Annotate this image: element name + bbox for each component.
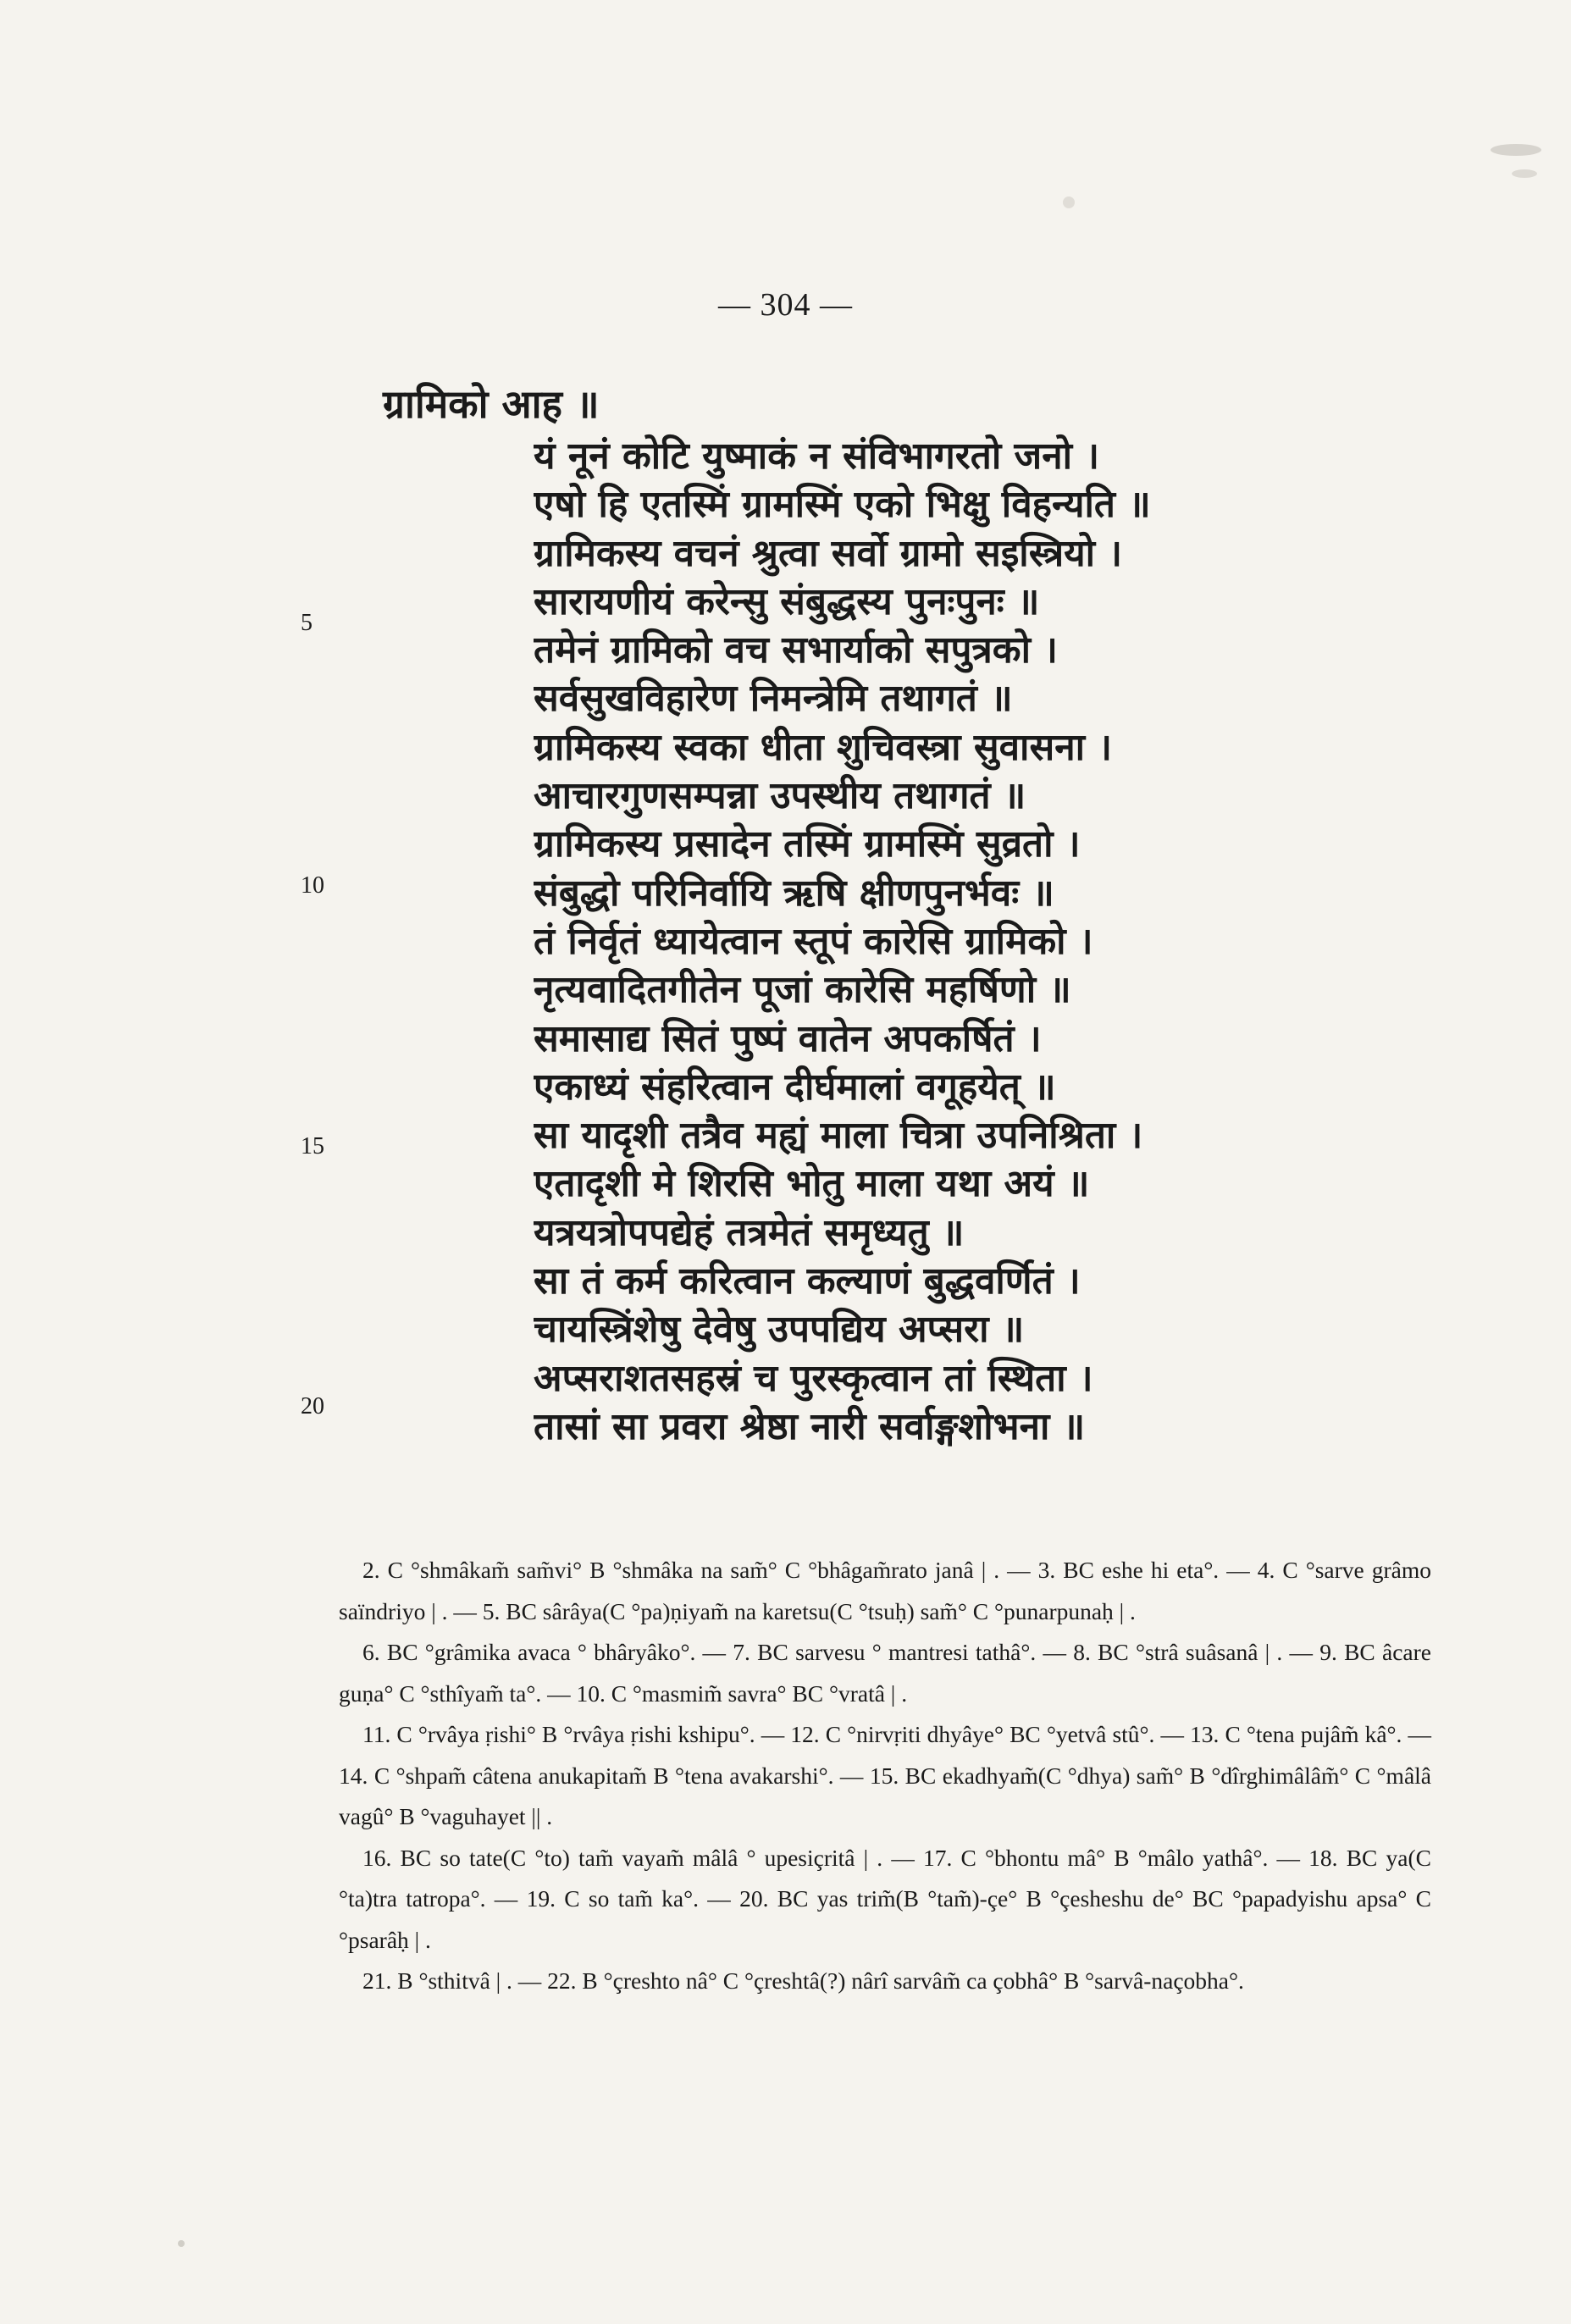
verse-line: आचारगुणसम्पन्ना उपस्थीय तथागतं ॥	[534, 774, 1026, 818]
footnote-paragraph: 2. C °shmâkam̃ sam̃vi° B °shmâka na sam̃° C °bhâgam̃rato janâ | . — 3. BC eshe hi eta°. — 4. C °sarve grâmo saïndriyo | . — 5. BC sârâya(C °pa)ṇiyam̃ na karetsu(C °tsuḥ) sam̃° C °punarpunaḥ | .	[339, 1557, 1431, 1624]
verse-line: अप्सराशतसहस्रं च पुरस्कृत्वान तां स्थिता ।	[534, 1356, 1093, 1400]
verse-line: सा यादृशी तत्रैव मह्यं माला चित्रा उपनिश्रिता ।	[534, 1114, 1143, 1158]
footnote-paragraph: 6. BC °grâmika avaca ° bhâryâko°. — 7. BC sarvesu ° mantresi tathâ°. — 8. BC °strâ suâsanâ | . — 9. BC âcare guṇa° C °sthîyam̃ ta°. — 10. C °masmim̃ savra° BC °vratâ | .	[339, 1639, 1431, 1707]
page-number: — 304 —	[718, 287, 853, 323]
footnote-paragraph: 11. C °rvâya ṛishi° B °rvâya ṛishi kshipu°. — 12. C °nirvṛiti dhyâye° BC °yetvâ stû°. — 13. C °tena pujâm̃ kâ°. — 14. C °shpam̃ câtena anukapitam̃ B °tena avakarshi°. — 15. BC ekadhyam̃(C °dhya) sam̃° B °dîrghimâlâm̃° C °mâlâ vagû° B °vaguhayet || .	[339, 1721, 1431, 1829]
verse-line: एकाध्यं संहरित्वान दीर्घमालां वगूहयेत् ॥	[534, 1065, 1056, 1109]
verse-line: समासाद्य सितं पुष्पं वातेन अपकर्षितं ।	[534, 1016, 1042, 1060]
speaker-line: ग्रामिको आह ॥	[383, 381, 600, 427]
verse-block	[534, 432, 1262, 1451]
verse-line: तं निर्वृतं ध्यायेत्वान स्तूपं कारेसि ग्रामिको ।	[534, 919, 1093, 963]
line-number-10: 10	[301, 872, 324, 899]
scan-speck	[178, 2240, 185, 2247]
footnotes	[339, 1550, 1431, 2002]
verse-line: एतादृशी मे शिरसि भोतु माला यथा अयं ॥	[534, 1162, 1090, 1206]
verse-line: सा तं कर्म करित्वान कल्याणं बुद्धवर्णितं ।	[534, 1259, 1081, 1303]
footnote-paragraph: 16. BC so tate(C °to) tam̃ vayam̃ mâlâ ° upesiçritâ | . — 17. C °bhontu mâ° B °mâlo yathâ°. — 18. BC ya(C °ta)tra tatropa°. — 19. C so tam̃ ka°. — 20. BC yas trim̃(B °tam̃)-çe° B °çesheshu de° BC °papadyishu apsa° C °psarâḥ | .	[339, 1844, 1431, 1953]
verse-line: चायस्त्रिंशेषु देवेषु उपपद्यिय अप्सरा ॥	[534, 1308, 1025, 1352]
scan-speck	[1491, 144, 1541, 156]
verse-line: सारायणीयं करेन्सु संबुद्धस्य पुनःपुनः ॥	[534, 579, 1040, 623]
verse-line: तमेनं ग्रामिको वच सभार्याको सपुत्रको ।	[534, 628, 1058, 672]
scan-speck	[1512, 169, 1537, 178]
footnote-paragraph: 21. B °sthitvâ | . — 22. B °çreshto nâ° C °çreshtâ(?) nârî sarvâm̃ ca çobhâ° B °sarvâ-naçobha°.	[362, 1967, 1244, 1994]
line-number-15: 15	[301, 1133, 324, 1159]
scan-speck	[1063, 196, 1075, 208]
verse-line: एषो हि एतस्मिं ग्रामस्मिं एको भिक्षु विहन्यति ॥	[534, 483, 1151, 527]
verse-line: तासां सा प्रवरा श्रेष्ठा नारी सर्वाङ्गशोभना ॥	[534, 1404, 1086, 1448]
verse-line: ग्रामिकस्य वचनं श्रुत्वा सर्वो ग्रामो सइस्त्रियो ।	[534, 531, 1123, 575]
verse-line: ग्रामिकस्य स्वका धीता शुचिवस्त्रा सुवासना ।	[534, 725, 1112, 769]
line-number-5: 5	[301, 610, 313, 636]
verse-line: संबुद्धो परिनिर्वायि ऋषि क्षीणपुनर्भवः ॥	[534, 871, 1054, 915]
verse-line: यं नूनं कोटि युष्माकं न संविभागरतो जनो ।	[534, 434, 1100, 478]
verse-line: यत्रयत्रोपपद्येहं तत्रमेतं समृध्यतु ॥	[534, 1210, 965, 1254]
line-number-20: 20	[301, 1393, 324, 1419]
verse-line: ग्रामिकस्य प्रसादेन तस्मिं ग्रामस्मिं सुव्रतो ।	[534, 822, 1081, 866]
verse-line: सर्वसुखविहारेण निमन्त्रेमि तथागतं ॥	[534, 677, 1013, 721]
verse-line: नृत्यवादितगीतेन पूजां कारेसि महर्षिणो ॥	[534, 968, 1071, 1012]
